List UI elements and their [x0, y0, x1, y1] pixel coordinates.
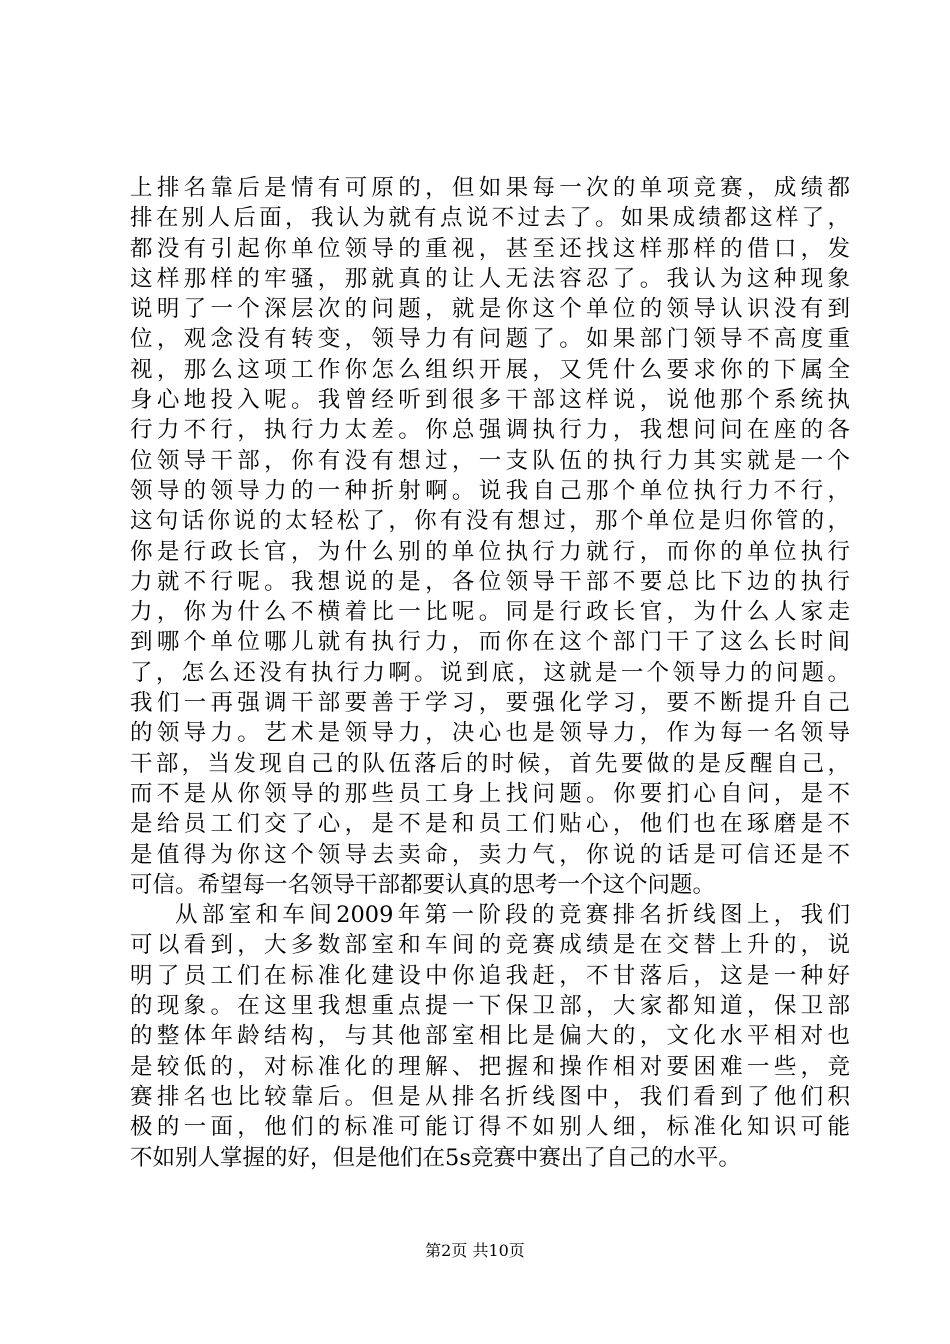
body-text	[130, 173, 850, 1173]
text-line: 的领导力。艺术是领导力，决心也是领导力，作为每一名领导	[130, 720, 850, 747]
text-line: 行力不行，执行力太差。你总强调执行力，我想问问在座的各	[130, 417, 850, 444]
text-line: 的整体年龄结构，与其他部室相比是偏大的，文化水平相对也	[130, 1023, 850, 1050]
text-line: 这句话你说的太轻松了，你有没有想过，那个单位是归你管的，	[130, 508, 850, 535]
text-line: 上排名靠后是情有可原的，但如果每一次的单项竞赛，成绩都	[130, 175, 850, 201]
text-line: 了，怎么还没有执行力啊。说到底，这就是一个领导力的问题。	[130, 659, 850, 686]
text-line: 力，你为什么不横着比一比呢。同是行政长官，为什么人家走	[130, 599, 850, 626]
text-line: 而不是从你领导的那些员工身上找问题。你要扪心自问，是不	[130, 780, 850, 807]
text-line: 力就不行呢。我想说的是，各位领导干部不要总比下边的执行	[130, 568, 850, 595]
text-line: 排在别人后面，我认为就有点说不过去了。如果成绩都这样了，	[130, 205, 850, 232]
text-line: 我们一再强调干部要善于学习，要强化学习，要不断提升自己	[130, 690, 850, 717]
text-line: 身心地投入呢。我曾经听到很多干部这样说，说他那个系统执	[130, 387, 850, 414]
text-line: 可信。希望每一名领导干部都要认真的思考一个这个问题。	[130, 871, 716, 898]
text-line: 干部，当发现自己的队伍落后的时候，首先要做的是反醒自己，	[130, 750, 850, 777]
text-line: 位，观念没有转变，领导力有问题了。如果部门领导不高度重	[130, 326, 850, 353]
text-line: 位领导干部，你有没有想过，一支队伍的执行力其实就是一个	[130, 447, 850, 474]
text-line: 是给员工们交了心，是不是和员工们贴心，他们也在琢磨是不	[130, 811, 850, 838]
paragraph	[130, 900, 850, 1173]
text-line: 到哪个单位哪儿就有执行力，而你在这个部门干了这么长时间	[130, 629, 850, 656]
paragraph	[130, 173, 850, 900]
text-line: 都没有引起你单位领导的重视，甚至还找这样那样的借口，发	[130, 235, 850, 262]
text-line: 是较低的，对标准化的理解、把握和操作相对要困难一些，竞	[130, 1053, 850, 1080]
text-line: 你是行政长官，为什么别的单位执行力就行，而你的单位执行	[130, 538, 850, 565]
page-footer: 第2页 共10页	[425, 1241, 525, 1260]
text-line: 视，那么这项工作你怎么组织开展，又凭什么要求你的下属全	[130, 356, 850, 383]
text-line: 从部室和车间2009年第一阶段的竞赛排名折线图上，我们	[175, 902, 850, 929]
text-line: 不如别人掌握的好，但是他们在5s竞赛中赛出了自己的水平。	[130, 1144, 741, 1171]
text-line: 的现象。在这里我想重点提一下保卫部，大家都知道，保卫部	[130, 993, 850, 1020]
text-line: 这样那样的牢骚，那就真的让人无法容忍了。我认为这种现象	[130, 265, 850, 292]
text-line: 明了员工们在标准化建设中你追我赶，不甘落后，这是一种好	[130, 962, 850, 989]
text-line: 是值得为你这个领导去卖命，卖力气，你说的话是可信还是不	[130, 841, 850, 868]
text-line: 领导的领导力的一种折射啊。说我自己那个单位执行力不行，	[130, 477, 850, 504]
text-line: 极的一面，他们的标准可能订得不如别人细，标准化知识可能	[130, 1114, 850, 1141]
text-line: 赛排名也比较靠后。但是从排名折线图中，我们看到了他们积	[130, 1083, 850, 1110]
text-line: 可以看到，大多数部室和车间的竞赛成绩是在交替上升的，说	[130, 932, 850, 959]
text-line: 说明了一个深层次的问题，就是你这个单位的领导认识没有到	[130, 296, 850, 323]
